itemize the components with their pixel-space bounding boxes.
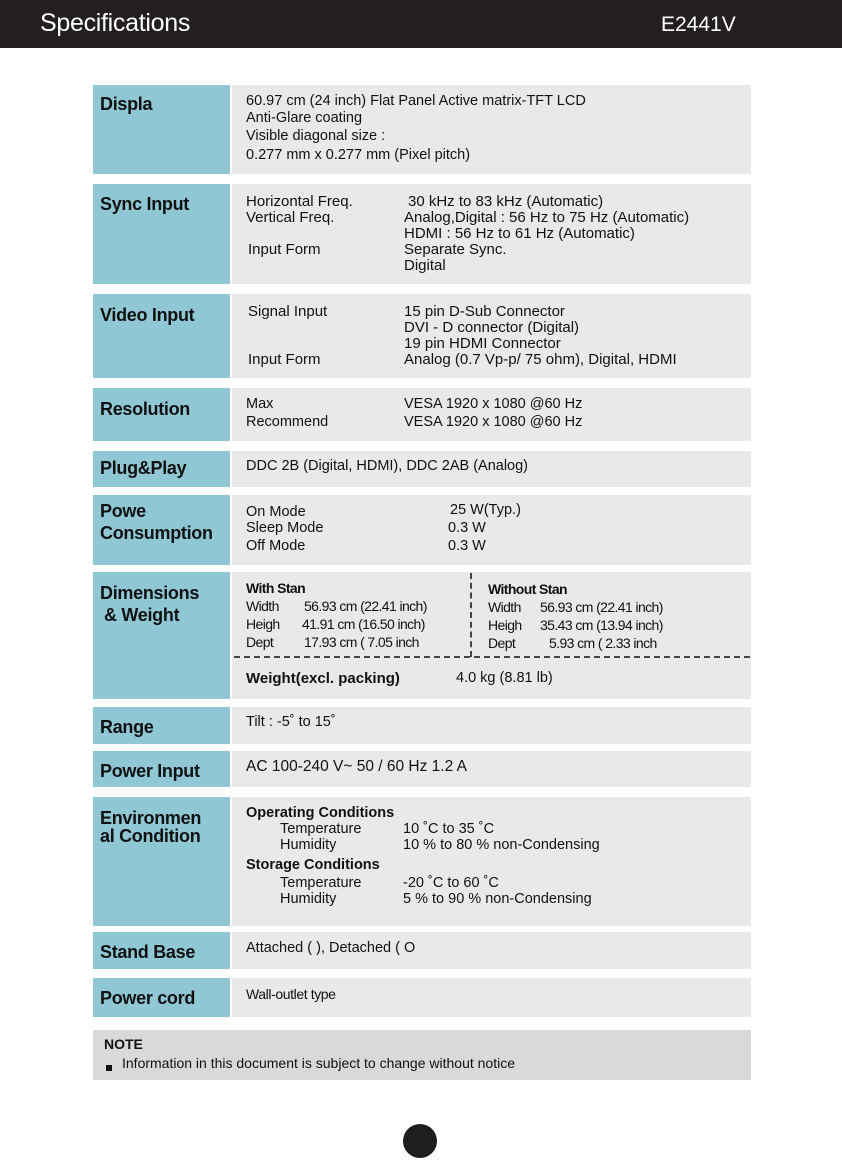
operating-conditions-title: Operating Conditions: [246, 805, 395, 821]
operating-temperature-label: Temperature: [280, 821, 362, 837]
without-stand-depth-label: Dept: [488, 635, 516, 651]
vertical-freq-value: Analog,Digital : 56 Hz to 75 Hz (Automatic): [404, 209, 690, 226]
stand-base-value: Attached ( ), Detached ( O: [246, 940, 416, 956]
power-consumption-label: Consumption: [100, 523, 213, 543]
power-cord-label: Power cord: [100, 988, 196, 1008]
signal-input-value: 15 pin D-Sub Connector: [404, 303, 565, 320]
vertical-freq-value: HDMI : 56 Hz to 61 Hz (Automatic): [404, 225, 635, 242]
without-stand-width-value: 56.93 cm (22.41 inch): [540, 599, 663, 615]
video-input-form-value: Analog (0.7 Vp-p/ 75 ohm), Digital, HDMI: [404, 351, 677, 368]
weight-label: Weight(excl. packing): [246, 670, 400, 687]
video-input-label-cell: [93, 294, 230, 378]
with-stand-depth-value: 17.93 cm ( 7.05 inch: [304, 634, 419, 650]
note-box: [93, 1030, 751, 1080]
horizontal-freq-label: Horizontal Freq.: [246, 193, 353, 210]
power-input-value: AC 100-240 V~ 50 / 60 Hz 1.2 A: [246, 758, 468, 775]
display-line: 0.277 mm x 0.277 mm (Pixel pitch): [246, 147, 471, 163]
environmental-label: al Condition: [100, 826, 201, 846]
resolution-label: Resolution: [100, 399, 190, 419]
display-label: Displa: [100, 94, 153, 114]
display-label-cell: [93, 85, 230, 174]
vertical-freq-label: Vertical Freq.: [246, 209, 335, 226]
page-header: [0, 0, 842, 48]
weight-value: 4.0 kg (8.81 lb): [456, 670, 553, 686]
video-input-form-label: Input Form: [248, 351, 321, 368]
note-text: Information in this document is subject to change without notice: [122, 1055, 515, 1071]
dimensions-label: & Weight: [104, 605, 180, 625]
without-stand-width-label: Width: [488, 599, 521, 615]
plug-play-value: DDC 2B (Digital, HDMI), DDC 2AB (Analog): [246, 458, 529, 474]
display-line: Anti-Glare coating: [246, 110, 363, 126]
plug-play-label: Plug&Play: [100, 458, 187, 478]
with-stand-title: With Stan: [246, 580, 306, 596]
storage-humidity-value: 5 % to 90 % non-Condensing: [403, 891, 592, 907]
power-consumption-label-cell: [93, 495, 230, 565]
bullet-icon: [106, 1065, 112, 1071]
resolution-max-value: VESA 1920 x 1080 @60 Hz: [404, 396, 583, 412]
power-cord-label-cell: [93, 978, 230, 1017]
stand-base-label-cell: [93, 932, 230, 969]
sync-input-label-cell: [93, 184, 230, 284]
range-label: Range: [100, 717, 154, 737]
page-number-dot: [403, 1124, 437, 1158]
power-consumption-label: Powe: [100, 501, 146, 521]
video-input-label: Video Input: [100, 305, 195, 325]
with-stand-depth-label: Dept: [246, 634, 274, 650]
with-stand-height-label: Heigh: [246, 616, 280, 632]
signal-input-value: DVI - D connector (Digital): [404, 319, 580, 336]
operating-temperature-value: 10 ˚C to 35 ˚C: [403, 821, 495, 837]
dimensions-divider: [470, 573, 472, 657]
sync-input-form-label: Input Form: [248, 241, 321, 258]
resolution-label-cell: [93, 388, 230, 441]
sleep-mode-label: Sleep Mode: [246, 520, 324, 536]
operating-humidity-label: Humidity: [280, 837, 337, 853]
power-input-label-cell: [93, 751, 230, 787]
sync-input-label: Sync Input: [100, 194, 190, 214]
range-value: Tilt : -5˚ to 15˚: [246, 714, 336, 730]
display-line: Visible diagonal size :: [246, 128, 386, 144]
signal-input-label: Signal Input: [248, 303, 328, 320]
storage-humidity-label: Humidity: [280, 891, 337, 907]
sleep-mode-value: 0.3 W: [448, 520, 486, 536]
resolution-recommend-label: Recommend: [246, 414, 329, 430]
with-stand-width-label: Width: [246, 598, 279, 614]
with-stand-height-value: 41.91 cm (16.50 inch): [302, 616, 425, 632]
environmental-label-cell: [93, 797, 230, 926]
storage-conditions-title: Storage Conditions: [246, 857, 380, 873]
storage-temperature-label: Temperature: [280, 875, 362, 891]
dimensions-label-cell: [93, 572, 230, 699]
operating-humidity-value: 10 % to 80 % non-Condensing: [403, 837, 600, 853]
signal-input-value: 19 pin HDMI Connector: [404, 335, 561, 352]
dimensions-label: Dimensions: [100, 583, 200, 603]
weight-divider: [234, 656, 750, 658]
page-title: Specifications: [40, 9, 191, 37]
on-mode-label: On Mode: [246, 504, 306, 520]
without-stand-depth-value: 5.93 cm ( 2.33 inch: [549, 635, 657, 651]
resolution-recommend-value: VESA 1920 x 1080 @60 Hz: [404, 414, 583, 430]
stand-base-label: Stand Base: [100, 942, 196, 962]
note-title: NOTE: [104, 1036, 143, 1052]
off-mode-label: Off Mode: [246, 538, 306, 554]
without-stand-title: Without Stan: [488, 581, 567, 597]
environmental-label: Environmen: [100, 808, 202, 828]
off-mode-value: 0.3 W: [448, 538, 486, 554]
with-stand-width-value: 56.93 cm (22.41 inch): [304, 598, 427, 614]
resolution-max-label: Max: [246, 396, 274, 412]
sync-input-form-value: Separate Sync.: [404, 241, 507, 258]
without-stand-height-value: 35.43 cm (13.94 inch): [540, 617, 663, 633]
range-label-cell: [93, 707, 230, 744]
power-cord-value: Wall-outlet type: [246, 986, 336, 1002]
on-mode-value: 25 W(Typ.): [450, 502, 521, 518]
sync-input-form-value: Digital: [404, 257, 446, 274]
storage-temperature-value: -20 ˚C to 60 ˚C: [403, 875, 499, 891]
power-input-label: Power Input: [100, 761, 200, 781]
without-stand-height-label: Heigh: [488, 617, 522, 633]
model-number: E2441V: [661, 13, 736, 36]
display-line: 60.97 cm (24 inch) Flat Panel Active matrix-TFT LCD: [246, 93, 586, 109]
horizontal-freq-value: 30 kHz to 83 kHz (Automatic): [408, 193, 604, 210]
plug-play-label-cell: [93, 451, 230, 487]
